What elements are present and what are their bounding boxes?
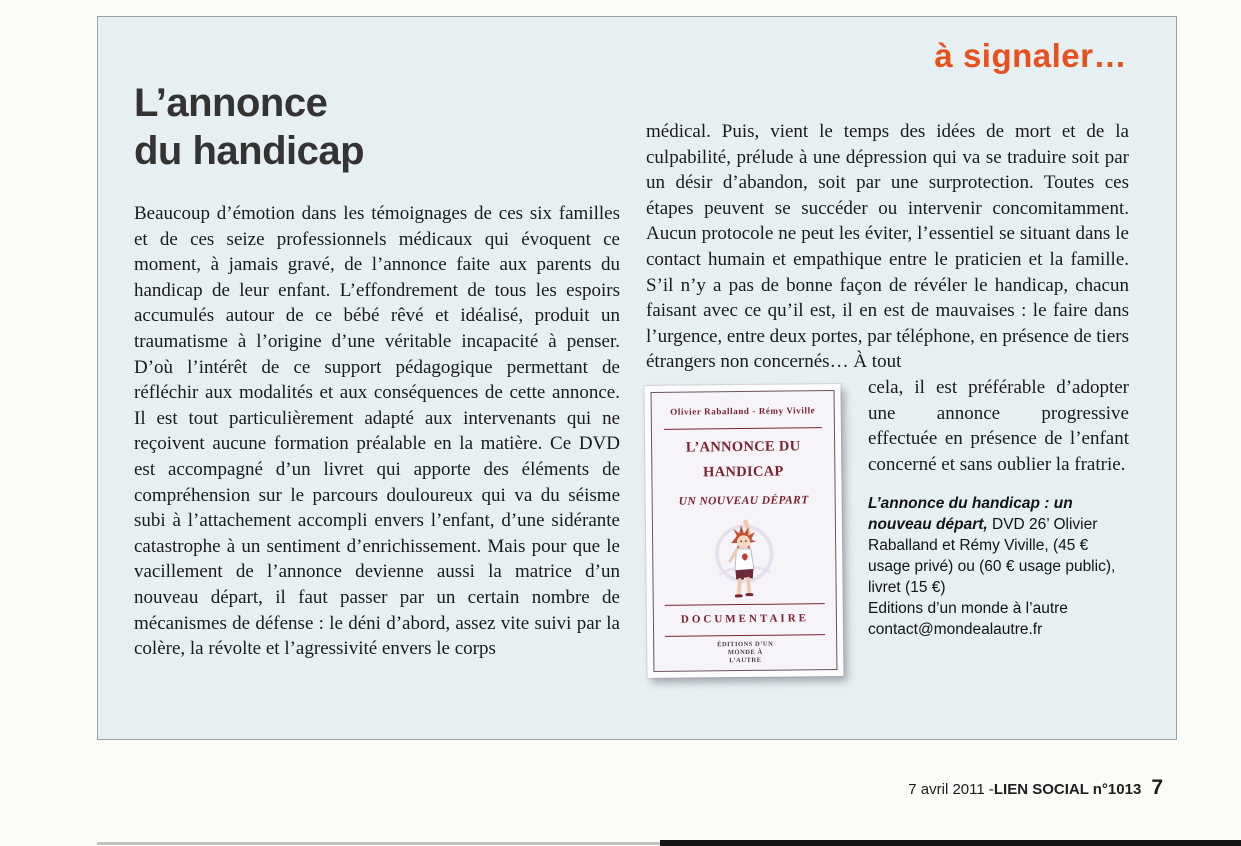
dvd-cover <box>651 390 838 672</box>
page-title <box>134 79 364 175</box>
page-footer <box>908 776 1163 800</box>
article-panel <box>97 16 1177 740</box>
dvd-genre: DOCUMENTAIRE <box>665 604 825 637</box>
dvd-subtitle: UN NOUVEAU DÉPART <box>678 494 809 508</box>
page-title-line1: L’annonce <box>134 81 328 125</box>
article-text-left: Beaucoup d’émotion dans les témoignages de ces six familles et de ces seize professionnels médicaux qui évoquent ce moment, à jamais gravé, de l’annonce faite aux parents du handicap de leur enfant. L’effondrement de tous les espoirs accumulés autour de ce bébé rêvé et idéalisé, produit un traumatisme à l’origine d’une véritable incapacité à penser. D’où l’intérêt de ce support pédagogique permettant de réfléchir aux modalités et aux conséquences de cette annonce. Il est tout particulièrement adapté aux intervenants qui ne reçoivent aucune formation préalable en la matière. Ce DVD est accompagné d’un livret qui apporte des éléments de compréhension sur le parcours douloureux qui va du séisme subi à l’attachement accompli envers l’enfant, d’une sidérante catastrophe à un sentiment d’enrichissement. Mais pour que le vacillement de l’annonce devienne aussi la matrice d’un nouveau départ, il faut passer par un certain nombre de mécanismes de défense : le déni d’abord, assez vite suivi par la colère, la révolte et l’agressivité envers le corps <box>134 203 620 660</box>
caption-details: DVD 26’ Olivier Raballand et Rémy Viville, (45 € usage privé) ou (60 € usage public), livret (15 €) <box>868 516 1116 597</box>
footer-page-number: 7 <box>1151 776 1163 799</box>
caption-publisher: Editions d’un monde à l’autre <box>868 600 1068 618</box>
article-column-right <box>646 119 1129 683</box>
dvd-cover-illustration-icon <box>684 518 805 601</box>
article-text-right-top: médical. Puis, vient le temps des idées de mort et de la culpabilité, prélude à une dépression qui va se traduire soit par un désir d’abandon, soit par une surprotection. Toutes ces étapes peuvent se succéder ou intervenir concomitamment. Aucun protocole ne peut les éviter, l’essentiel se situant dans le contact humain et empathique entre le praticien et la famille. S’il n’y a pas de bonne façon de révéler le handicap, chacun faisant avec ce qu’il est, il en est de mauvaises : le faire dans l’urgence, entre deux portes, par téléphone, en présence de tiers étrangers non concernés… À tout <box>646 121 1129 373</box>
dvd-title: L’ANNONCE DU HANDICAP <box>685 437 801 481</box>
article-column-left <box>134 201 620 662</box>
scan-edge-artifact-dark <box>660 840 1241 846</box>
section-label: à signaler… <box>934 37 1127 74</box>
dvd-cover-photo <box>644 384 843 678</box>
caption-title: L’annonce du handicap : un nouveau départ, <box>868 495 1073 534</box>
footer-date: 7 avril 2011 - <box>908 781 994 798</box>
dvd-publisher-logo: ÉDITIONS D’UN MONDE À L’AUTRE <box>717 640 774 665</box>
footer-journal-name: LIEN SOCIAL n°1013 <box>993 781 1142 798</box>
caption-contact-email: contact@mondealautre.fr <box>868 621 1043 639</box>
scan-edge-artifact-light <box>97 842 660 845</box>
dvd-authors: Olivier Raballand - Rémy Viville <box>663 398 822 429</box>
page-title-line2: du handicap <box>134 129 365 173</box>
article-text-right-beside: cela, il est préférable d’adopter une annonce progressive effectuée en présence de l’enfant concerné et sans oublier la fratrie. <box>868 376 1129 475</box>
